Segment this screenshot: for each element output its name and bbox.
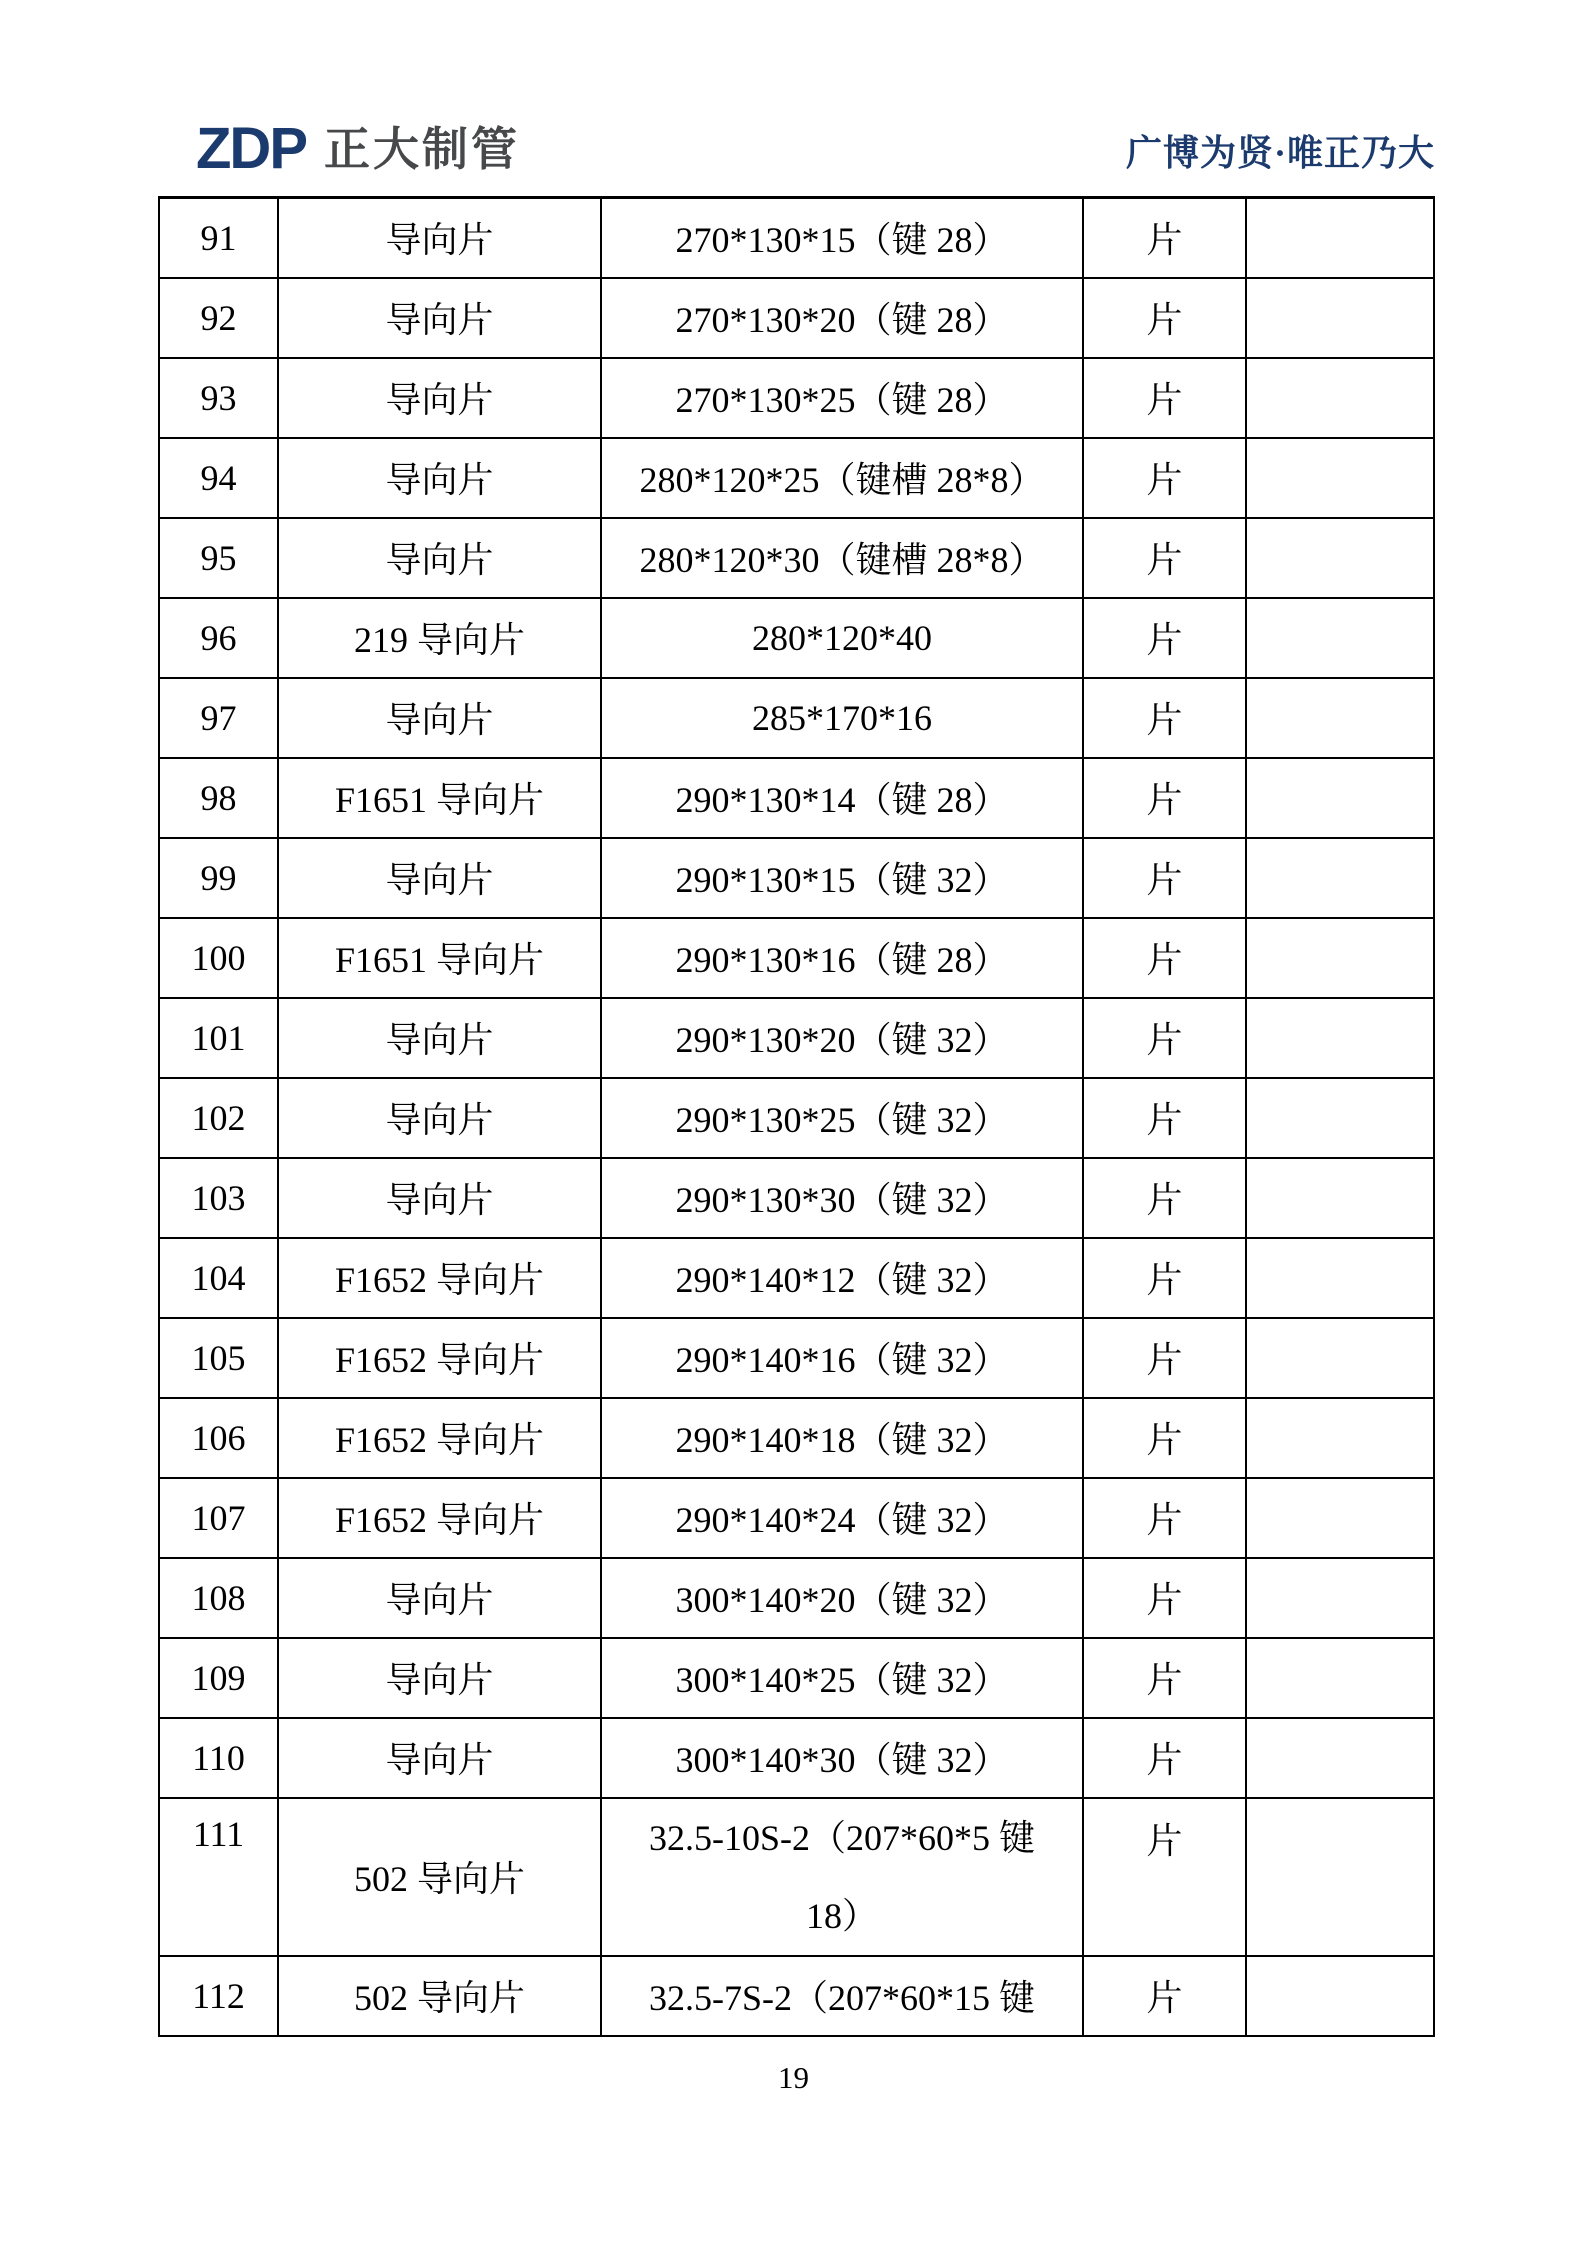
spec-cell: 32.5-7S-2（207*60*15 键 [601,1956,1083,2036]
spec-cell: 300*140*30（键 32） [601,1718,1083,1798]
company-slogan: 广博为贤·唯正乃大 [1125,133,1435,173]
row-number-cell: 92 [159,278,278,358]
row-number-cell: 102 [159,1078,278,1158]
table-row [159,678,1434,758]
table-row [159,1956,1434,2036]
spec-cell: 300*140*20（键 32） [601,1558,1083,1638]
row-number-cell: 91 [159,198,278,278]
spec-cell: 290*140*12（键 32） [601,1238,1083,1318]
parts-table-body [159,198,1434,2036]
unit-cell: 片 [1083,1638,1246,1718]
spec-cell: 300*140*25（键 32） [601,1638,1083,1718]
table-row [159,838,1434,918]
unit-cell: 片 [1083,758,1246,838]
part-name-cell: 导向片 [278,438,601,518]
unit-cell: 片 [1083,358,1246,438]
note-cell [1246,1158,1434,1238]
note-cell [1246,518,1434,598]
table-row [159,1238,1434,1318]
spec-cell: 285*170*16 [601,678,1083,758]
row-number-cell: 106 [159,1398,278,1478]
unit-cell: 片 [1083,278,1246,358]
unit-cell: 片 [1083,1318,1246,1398]
table-row [159,438,1434,518]
note-cell [1246,1478,1434,1558]
table-row [159,518,1434,598]
unit-cell: 片 [1083,838,1246,918]
note-cell [1246,358,1434,438]
table-row [159,1478,1434,1558]
table-row [159,1078,1434,1158]
part-name-cell: 导向片 [278,1158,601,1238]
spec-cell: 270*130*20（键 28） [601,278,1083,358]
note-cell [1246,1398,1434,1478]
part-name-cell: 导向片 [278,1638,601,1718]
spec-cell: 270*130*15（键 28） [601,198,1083,278]
note-cell [1246,1638,1434,1718]
unit-cell: 片 [1083,918,1246,998]
table-row [159,198,1434,278]
table-row [159,1638,1434,1718]
row-number-cell: 96 [159,598,278,678]
row-number-cell: 98 [159,758,278,838]
part-name-cell: 219 导向片 [278,598,601,678]
table-row [159,1398,1434,1478]
note-cell [1246,1318,1434,1398]
note-cell [1246,598,1434,678]
part-name-cell: F1652 导向片 [278,1398,601,1478]
spec-cell: 290*140*16（键 32） [601,1318,1083,1398]
part-name-cell: 502 导向片 [278,1956,601,2036]
note-cell [1246,278,1434,358]
note-cell [1246,1078,1434,1158]
spec-cell: 290*130*16（键 28） [601,918,1083,998]
zdp-logo: ZDP [196,116,306,181]
table-row [159,358,1434,438]
table-row [159,1798,1434,1956]
company-logo [196,116,520,181]
spec-cell: 280*120*25（键槽 28*8） [601,438,1083,518]
part-name-cell: 导向片 [278,998,601,1078]
row-number-cell: 93 [159,358,278,438]
part-name-cell: F1652 导向片 [278,1478,601,1558]
row-number-cell: 104 [159,1238,278,1318]
row-number-cell: 107 [159,1478,278,1558]
row-number-cell: 100 [159,918,278,998]
spec-cell: 290*130*20（键 32） [601,998,1083,1078]
part-name-cell: 导向片 [278,278,601,358]
note-cell [1246,678,1434,758]
note-cell [1246,1558,1434,1638]
part-name-cell: 导向片 [278,358,601,438]
part-name-cell: 导向片 [278,198,601,278]
spec-cell: 290*140*24（键 32） [601,1478,1083,1558]
note-cell [1246,198,1434,278]
row-number-cell: 99 [159,838,278,918]
row-number-cell: 111 [159,1798,278,1956]
spec-cell: 290*130*30（键 32） [601,1158,1083,1238]
table-row [159,1718,1434,1798]
spec-cell: 290*140*18（键 32） [601,1398,1083,1478]
part-name-cell: 导向片 [278,1078,601,1158]
unit-cell: 片 [1083,1718,1246,1798]
row-number-cell: 105 [159,1318,278,1398]
table-row [159,918,1434,998]
note-cell [1246,1238,1434,1318]
part-name-cell: 导向片 [278,1718,601,1798]
spec-cell: 280*120*40 [601,598,1083,678]
unit-cell: 片 [1083,998,1246,1078]
row-number-cell: 103 [159,1158,278,1238]
table-row [159,278,1434,358]
unit-cell: 片 [1083,1956,1246,2036]
row-number-cell: 101 [159,998,278,1078]
spec-cell: 290*130*15（键 32） [601,838,1083,918]
page-number: 19 [778,2060,809,2095]
part-name-cell: F1651 导向片 [278,918,601,998]
part-name-cell: 导向片 [278,518,601,598]
part-name-cell: 导向片 [278,838,601,918]
unit-cell: 片 [1083,1558,1246,1638]
unit-cell: 片 [1083,1478,1246,1558]
table-row [159,998,1434,1078]
unit-cell: 片 [1083,438,1246,518]
row-number-cell: 95 [159,518,278,598]
unit-cell: 片 [1083,518,1246,598]
unit-cell: 片 [1083,1078,1246,1158]
unit-cell: 片 [1083,198,1246,278]
spec-cell: 32.5-10S-2（207*60*5 键 18） [601,1798,1083,1956]
row-number-cell: 112 [159,1956,278,2036]
table-row [159,758,1434,838]
spec-cell: 290*130*14（键 28） [601,758,1083,838]
part-name-cell: F1652 导向片 [278,1238,601,1318]
part-name-cell: F1651 导向片 [278,758,601,838]
note-cell [1246,918,1434,998]
table-row [159,1318,1434,1398]
table-row [159,1158,1434,1238]
row-number-cell: 97 [159,678,278,758]
row-number-cell: 94 [159,438,278,518]
part-name-cell: F1652 导向片 [278,1318,601,1398]
unit-cell: 片 [1083,678,1246,758]
unit-cell: 片 [1083,1238,1246,1318]
note-cell [1246,438,1434,518]
part-name-cell: 导向片 [278,678,601,758]
note-cell [1246,1956,1434,2036]
note-cell [1246,1798,1434,1956]
spec-cell: 280*120*30（键槽 28*8） [601,518,1083,598]
table-row [159,598,1434,678]
note-cell [1246,838,1434,918]
part-name-cell: 导向片 [278,1558,601,1638]
note-cell [1246,1718,1434,1798]
row-number-cell: 108 [159,1558,278,1638]
unit-cell: 片 [1083,598,1246,678]
company-name: 正大制管 [324,123,520,175]
spec-cell: 290*130*25（键 32） [601,1078,1083,1158]
parts-table [158,196,1435,2037]
table-row [159,1558,1434,1638]
unit-cell: 片 [1083,1158,1246,1238]
part-name-cell: 502 导向片 [278,1798,601,1956]
unit-cell: 片 [1083,1798,1246,1956]
row-number-cell: 109 [159,1638,278,1718]
spec-cell: 270*130*25（键 28） [601,358,1083,438]
unit-cell: 片 [1083,1398,1246,1478]
note-cell [1246,998,1434,1078]
note-cell [1246,758,1434,838]
row-number-cell: 110 [159,1718,278,1798]
